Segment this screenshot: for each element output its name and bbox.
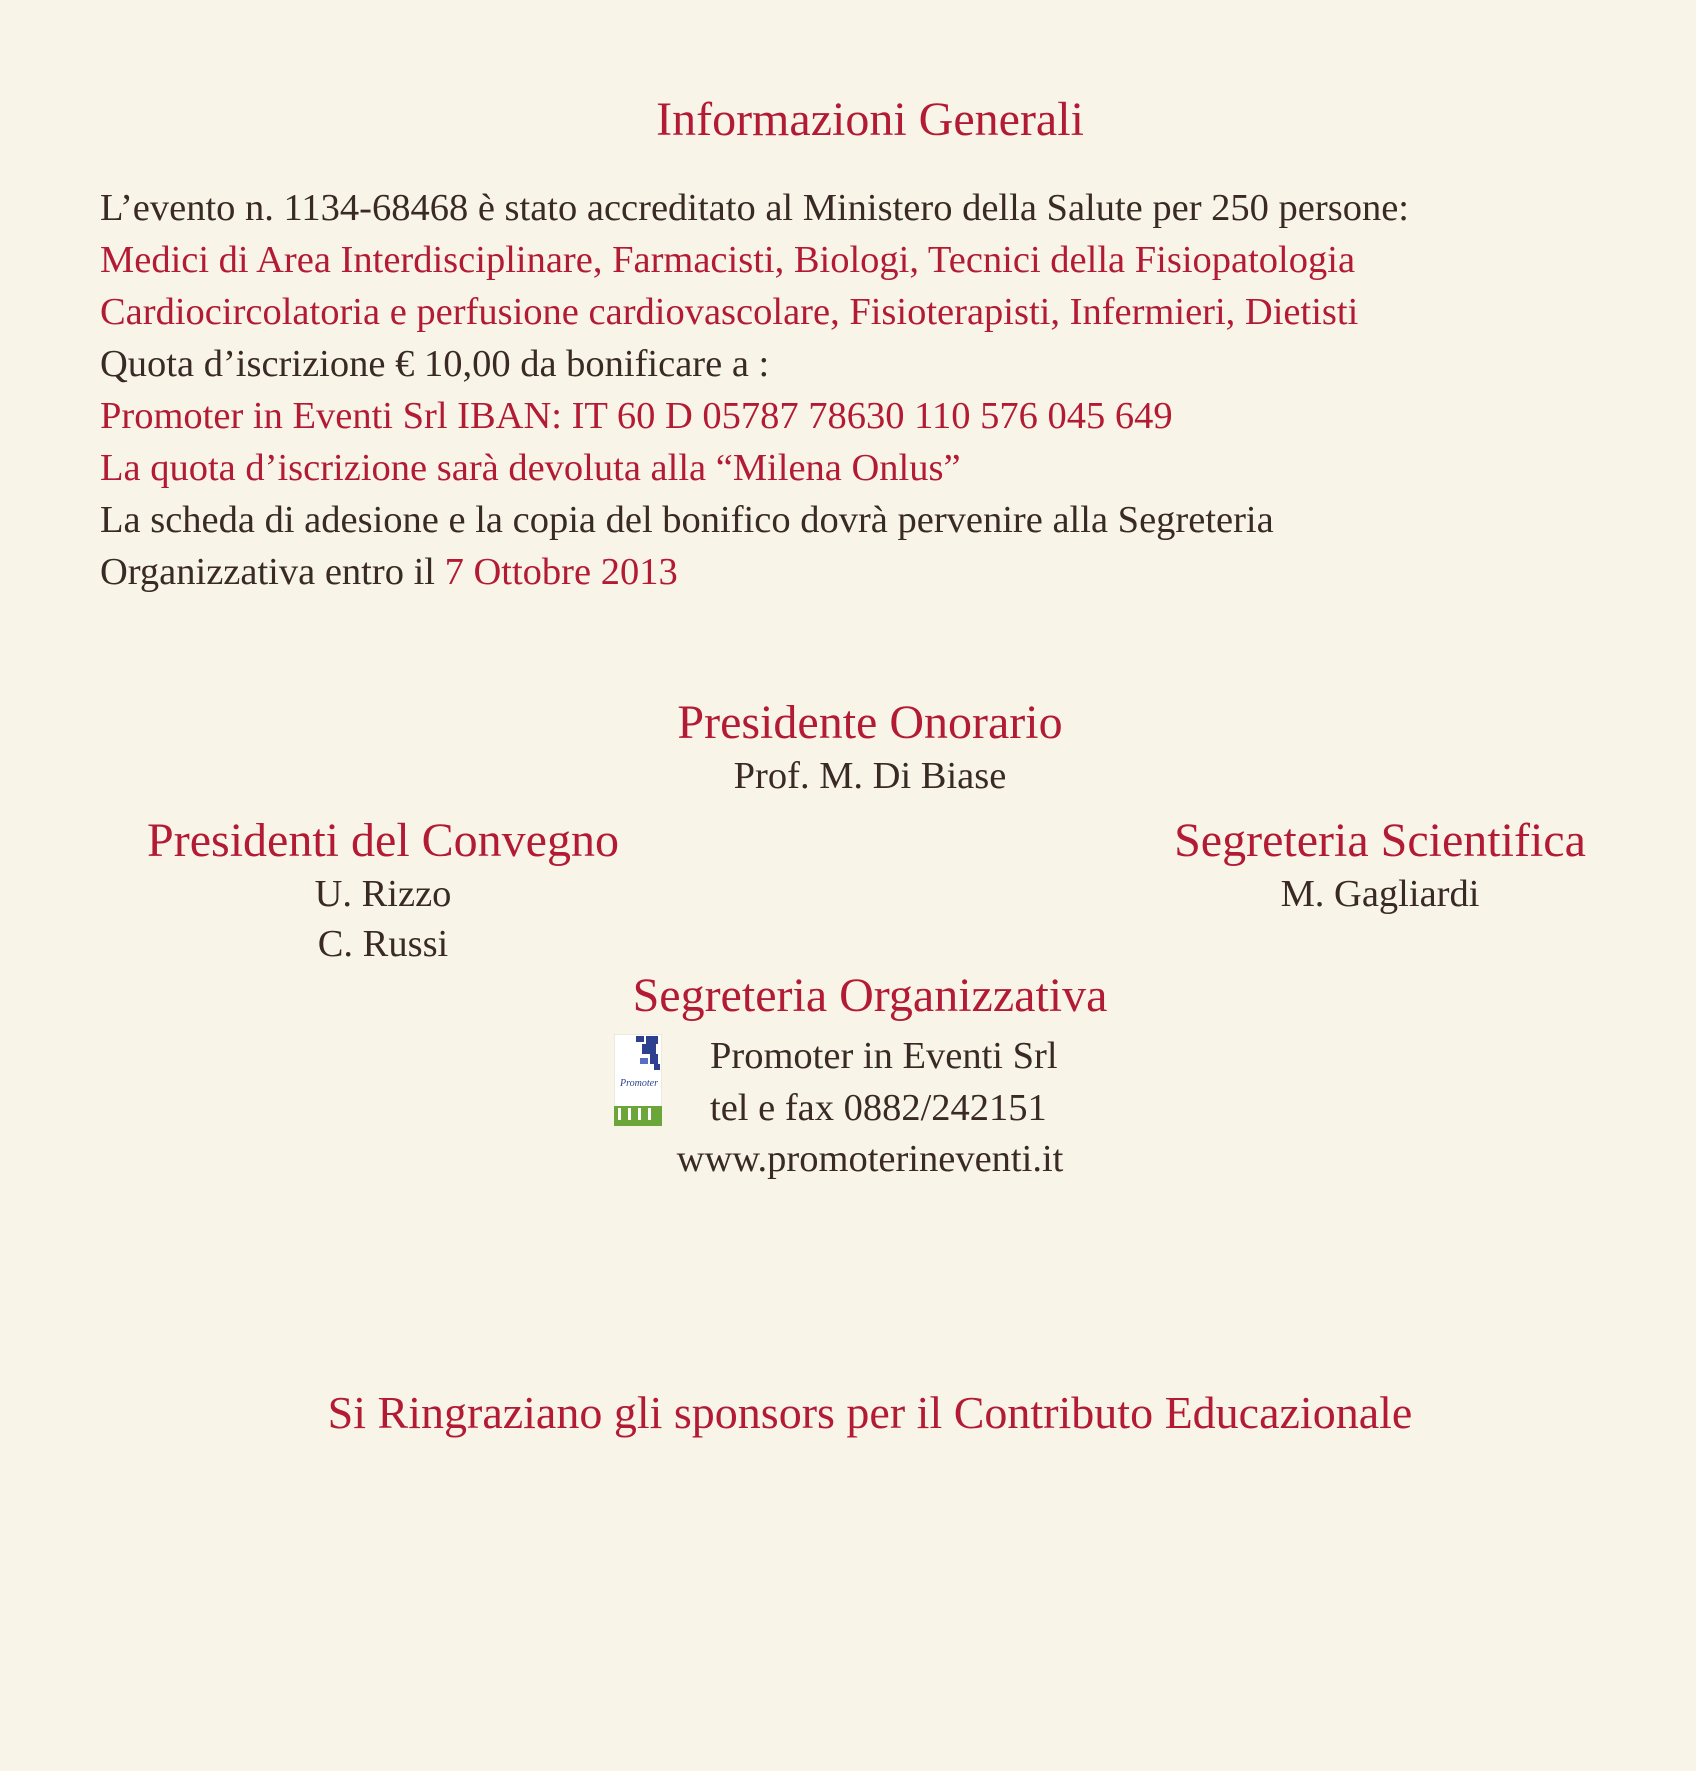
conference-presidents-block — [83, 813, 683, 969]
info-iban-line: Promoter in Eventi Srl IBAN: IT 60 D 05787 78630 110 576 045 649 — [100, 395, 1173, 437]
info-professions-line-1: Medici di Area Interdisciplinare, Farmacisti, Biologi, Tecnici della Fisiopatologia — [100, 239, 1356, 281]
scientific-secretariat-name: M. Gagliardi — [1280, 873, 1480, 915]
promoter-logo — [614, 1034, 662, 1126]
info-deadline-date: 7 Ottobre 2013 — [444, 551, 678, 593]
info-accreditation-line: L’evento n. 1134-68468 è stato accreditato al Ministero della Salute per 250 persone: — [100, 187, 1409, 229]
conference-presidents-heading: Presidenti del Convegno — [147, 814, 619, 867]
scientific-secretariat-block — [1120, 813, 1640, 919]
honorary-president-name: Prof. M. Di Biase — [733, 755, 1007, 797]
info-submission-line: La scheda di adesione e la copia del bonifico dovrà pervenire alla Segreteria — [100, 499, 1274, 541]
info-professions-line-2: Cardiocircolatoria e perfusione cardiovascolare, Fisioterapisti, Infermieri, Dietisti — [100, 291, 1359, 333]
honorary-president-heading: Presidente Onorario — [677, 696, 1063, 749]
organizing-secretariat-heading: Segreteria Organizzativa — [632, 969, 1108, 1022]
organizing-secretariat-contact — [614, 1030, 1174, 1130]
logo-text: Promoter — [620, 1078, 658, 1089]
conference-president-name: U. Rizzo — [314, 873, 452, 915]
organizing-secretariat-block — [520, 968, 1220, 1024]
scientific-secretariat-heading: Segreteria Scientifica — [1174, 814, 1586, 867]
honorary-president-block — [570, 695, 1170, 801]
general-info-section — [100, 182, 1660, 598]
info-deadline-prefix: Organizzativa entro il — [100, 551, 445, 593]
conference-president-name: C. Russi — [317, 923, 449, 965]
organizing-company-name: Promoter in Eventi Srl — [710, 1035, 1058, 1077]
organizing-website-link[interactable]: www.promoterineventi.it — [676, 1138, 1064, 1180]
info-deadline-line — [100, 546, 1660, 598]
info-fee-line: Quota d’iscrizione € 10,00 da bonificare a : — [100, 343, 770, 385]
page-title: Informazioni Generali — [656, 93, 1084, 146]
sponsors-thanks: Si Ringraziano gli sponsors per il Contributo Educazionale — [327, 1387, 1413, 1438]
organizing-secretariat-lines — [710, 1030, 1058, 1134]
organizing-phone: tel e fax 0882/242151 — [710, 1087, 1047, 1129]
info-donation-line: La quota d’iscrizione sarà devoluta alla “Milena Onlus” — [100, 447, 961, 489]
